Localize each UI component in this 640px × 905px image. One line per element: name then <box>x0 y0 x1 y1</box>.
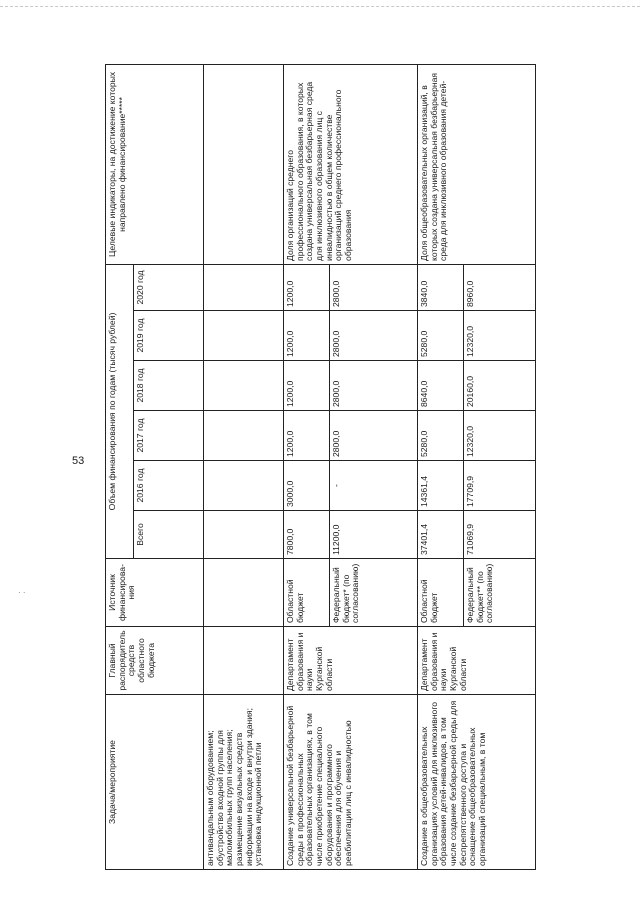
row2-2019-regional: 1200,0 <box>284 311 330 361</box>
row3-2017-regional: 5280,0 <box>418 411 464 461</box>
row3-task: Создание в общеобразовательных организациях условий для инклюзивного образования детей-инвалидов, в том числе создание безбарьерной среды для беспрепятственного доступа и оснащение общеобразовательных организаций специальным, в том <box>418 695 536 870</box>
row3-2019-regional: 5280,0 <box>418 311 464 361</box>
financing-table <box>105 64 536 870</box>
row3-source-federal: Федеральный бюджет** (по согласованию) <box>464 559 536 627</box>
row2-2020-federal: 2800,0 <box>330 264 418 310</box>
row1-2020 <box>204 264 284 310</box>
header-year-2019: 2019 год <box>134 311 204 361</box>
scan-speck: · · <box>18 588 26 597</box>
row2-2016-regional: 3000,0 <box>284 461 330 511</box>
row3-2020-federal: 8960,0 <box>464 264 536 310</box>
row1-2018 <box>204 361 284 411</box>
row2-total-regional: 7800,0 <box>284 511 330 559</box>
row2-manager: Департамент образования и науки Курганской области <box>284 627 418 695</box>
row2-2017-federal: 2800,0 <box>330 411 418 461</box>
row1-2017 <box>204 411 284 461</box>
row2-2016-federal: - <box>330 461 418 511</box>
row2-indicator: Доля организаций среднего профессионального образования, в которых создана универсальная безбарьерная среда для инклюзивного образования лиц с инвалидностью в общем количестве организаций среднего профессионального образования <box>284 64 418 264</box>
row2-source-federal: Федеральный бюджет* (по согласованию) <box>330 559 418 627</box>
header-total: Всего <box>134 511 204 559</box>
header-manager: Главный распорядитель средств областного бюджета <box>106 627 204 695</box>
scan-top-edge <box>0 6 640 7</box>
row2-source-regional: Областной бюджет <box>284 559 330 627</box>
row1-source <box>204 559 284 627</box>
row3-2016-federal: 17709,9 <box>464 461 536 511</box>
row3-2017-federal: 12320,0 <box>464 411 536 461</box>
row3-2016-regional: 14361,4 <box>418 461 464 511</box>
header-year-2017: 2017 год <box>134 411 204 461</box>
row2-2019-federal: 2800,0 <box>330 311 418 361</box>
header-year-2016: 2016 год <box>134 461 204 511</box>
row3-manager: Департамент образования и науки Курганской области <box>418 627 536 695</box>
row1-total <box>204 511 284 559</box>
row2-task: Создание универсальной безбарьерной среды в профессиональных образовательных организациях, в том числе приобретение специального оборудования и программного обеспечения для обучения и реабилитации лиц с инвалидностью <box>284 695 418 870</box>
row2-2018-federal: 2800,0 <box>330 361 418 411</box>
row3-total-regional: 37401,4 <box>418 511 464 559</box>
header-indicators: Целевые индикаторы, на достижение которых направлено финансирование***** <box>106 64 204 264</box>
row3-2019-federal: 12320,0 <box>464 311 536 361</box>
row3-total-federal: 71069,9 <box>464 511 536 559</box>
rotated-table-wrapper <box>105 65 535 870</box>
row1-indicator <box>204 64 284 264</box>
row1-task: антивандальным оборудованием; обустройство входной группы для маломобильных групп населения; размещение визуальных средств информации на входе и внутри здания; установка индукционной петли <box>204 695 284 870</box>
row3-indicator: Доля общеобразовательных организаций, в которых создана универсальная безбарьерная среда для инклюзивного образования детей- <box>418 64 536 264</box>
row1-2019 <box>204 311 284 361</box>
row3-source-regional: Областной бюджет <box>418 559 464 627</box>
header-volume: Объем финансирования по годам (тысяч рублей) <box>106 264 134 558</box>
row2-2018-regional: 1200,0 <box>284 361 330 411</box>
row3-2018-federal: 20160,0 <box>464 361 536 411</box>
row1-manager <box>204 627 284 695</box>
row2-total-federal: 11200,0 <box>330 511 418 559</box>
header-year-2020: 2020 год <box>134 264 204 310</box>
row2-2020-regional: 1200,0 <box>284 264 330 310</box>
page-number: 53 <box>72 455 85 467</box>
row3-2018-regional: 8640,0 <box>418 361 464 411</box>
header-task: Задача/мероприятие <box>106 695 204 870</box>
row3-2020-regional: 3840,0 <box>418 264 464 310</box>
header-source: Источник финансирова-ния <box>106 559 204 627</box>
row1-2016 <box>204 461 284 511</box>
header-year-2018: 2018 год <box>134 361 204 411</box>
row2-2017-regional: 1200,0 <box>284 411 330 461</box>
